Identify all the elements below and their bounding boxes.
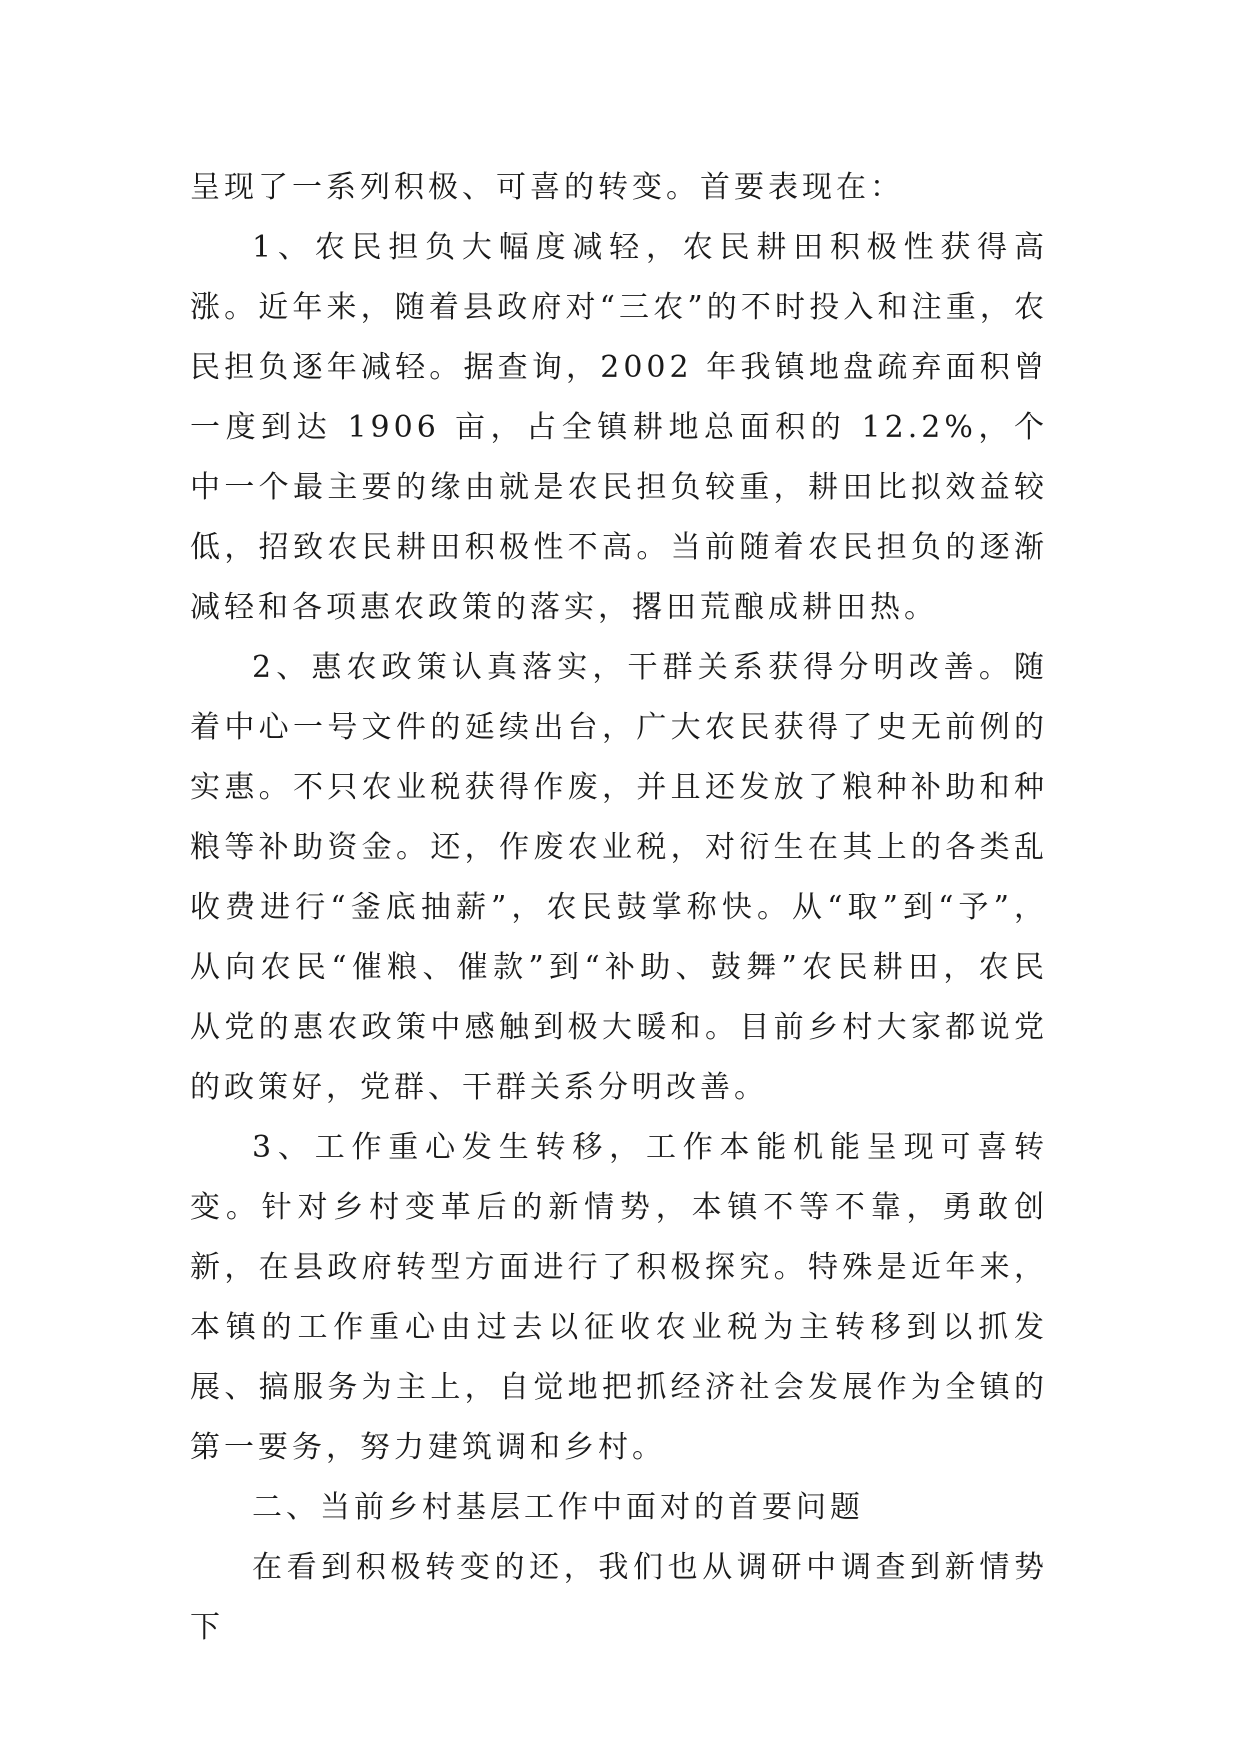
section-heading-2: 二、当前乡村基层工作中面对的首要问题 [252,1490,864,1525]
document-body [190,158,1048,1658]
paragraph-point-2: 2、惠农政策认真落实，干群关系获得分明改善。随着中心一号文件的延续出台，广大农民获得了史无前例的实惠。不只农业税获得作废，并且还发放了粮种补助和种粮等补助资金。还，作废农业税，对衍生在其上的各类乱收费进行“釜底抽薪”，农民鼓掌称快。从“取”到“予”，从向农民“催粮、催款”到“补助、鼓舞”农民耕田，农民从党的惠农政策中感触到极大暖和。目前乡村大家都说党的政策好，党群、干群关系分明改善。 [190,650,1048,1105]
paragraph-point-1: 1、农民担负大幅度减轻，农民耕田积极性获得高涨。近年来，随着县政府对“三农”的不时投入和注重，农民担负逐年减轻。据查询，2002 年我镇地盘疏弃面积曾一度到达 1906 亩，占全镇耕地总面积的 12.2%，个中一个最主要的缘由就是农民担负较重，耕田比拟效益较低，招致农民耕田积极性不高。当前随着农民担负的逐渐减轻和各项惠农政策的落实，撂田荒酿成耕田热。 [190,230,1048,625]
paragraph-intro-continuation: 呈现了一系列积极、可喜的转变。首要表现在： [190,170,904,205]
paragraph-point-3: 3、工作重心发生转移，工作本能机能呈现可喜转变。针对乡村变革后的新情势，本镇不等不靠，勇敢创新，在县政府转型方面进行了积极探究。特殊是近年来，本镇的工作重心由过去以征收农业税为主转移到以抓发展、搞服务为主上，自觉地把抓经济社会发展作为全镇的第一要务，努力建筑调和乡村。 [190,1130,1048,1465]
paragraph-section-2-start: 在看到积极转变的还，我们也从调研中调查到新情势下 [190,1550,1048,1645]
